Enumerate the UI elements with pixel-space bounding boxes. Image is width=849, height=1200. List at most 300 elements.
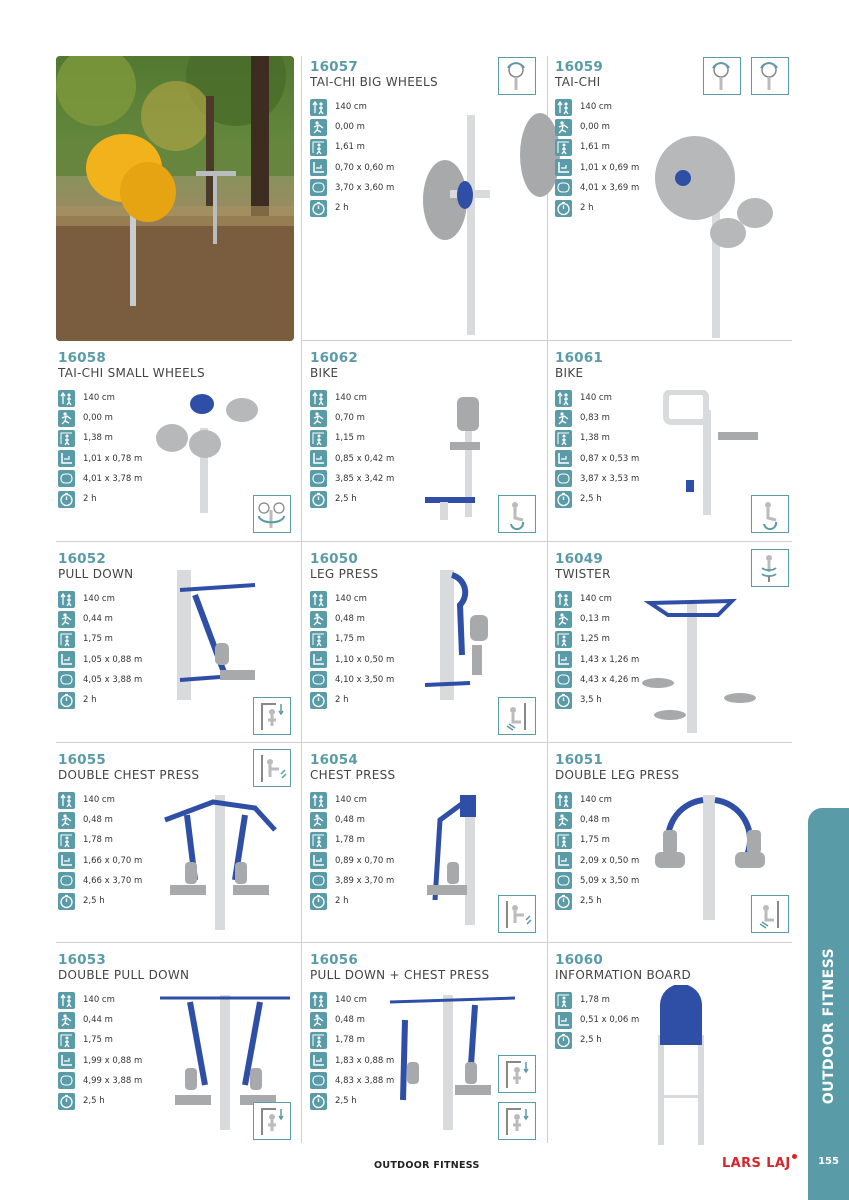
spec-value: 140 cm — [83, 393, 115, 404]
spec-value: 140 cm — [83, 795, 115, 806]
section-title: OUTDOOR FITNESS — [820, 947, 837, 1105]
footprint-icon — [555, 159, 572, 176]
spec-value: 4,10 x 3,50 m — [335, 674, 395, 685]
footprint-icon — [555, 1012, 572, 1029]
spec-value: 0,48 m — [580, 815, 610, 826]
spec-row — [310, 589, 394, 609]
spec-value: 0,44 m — [83, 1015, 113, 1026]
pull-down-icon — [498, 1055, 536, 1093]
product-name: DOUBLE CHEST PRESS — [58, 768, 200, 782]
spec-value: 1,01 x 0,69 m — [580, 162, 640, 173]
user-height-icon — [310, 1032, 327, 1049]
spec-value: 140 cm — [83, 995, 115, 1006]
spec-value: 0,48 m — [335, 614, 365, 625]
height-icon — [58, 390, 75, 407]
spec-row — [310, 891, 394, 911]
product-code: 16051 — [555, 752, 603, 768]
product-name: CHEST PRESS — [310, 768, 396, 782]
spec-value: 0,44 m — [83, 614, 113, 625]
spec-row — [58, 388, 142, 408]
product-code: 16049 — [555, 551, 603, 567]
safety-zone-icon — [58, 872, 75, 889]
brand-logo — [722, 1156, 791, 1171]
spec-row — [310, 1091, 394, 1111]
spec-row — [310, 830, 394, 850]
chest-press-icon — [253, 749, 291, 787]
height-icon — [310, 591, 327, 608]
fall-height-icon — [58, 410, 75, 427]
tai-chi-wheel-icon — [751, 57, 789, 95]
height-icon — [58, 992, 75, 1009]
product-name: TAI-CHI SMALL WHEELS — [58, 366, 205, 380]
install-time-icon — [310, 692, 327, 709]
spec-value: 2,5 h — [580, 896, 602, 907]
spec-value: 2 h — [335, 695, 349, 706]
product-name: DOUBLE LEG PRESS — [555, 768, 680, 782]
install-time-icon — [310, 1093, 327, 1110]
spec-row — [310, 158, 394, 178]
install-time-icon — [310, 200, 327, 217]
spec-row — [555, 851, 639, 871]
spec-value: 4,05 x 3,88 m — [83, 674, 143, 685]
height-icon — [555, 390, 572, 407]
product-code: 16055 — [58, 752, 106, 768]
footprint-icon — [58, 651, 75, 668]
fall-height-icon — [58, 1012, 75, 1029]
height-icon — [310, 390, 327, 407]
spec-row — [310, 871, 394, 891]
spec-value: 140 cm — [83, 594, 115, 605]
spec-value: 1,78 m — [335, 835, 365, 846]
bike-exercise-icon — [751, 495, 789, 533]
spec-value: 0,48 m — [335, 1015, 365, 1026]
user-height-icon — [310, 832, 327, 849]
spec-row — [310, 97, 394, 117]
spec-list — [310, 388, 394, 509]
spec-row — [310, 790, 394, 810]
product-illustration — [155, 565, 275, 709]
spec-row — [58, 790, 142, 810]
spec-value: 140 cm — [335, 795, 367, 806]
spec-row — [555, 670, 639, 690]
spec-row — [555, 609, 639, 629]
safety-zone-icon — [555, 470, 572, 487]
spec-row — [310, 1051, 394, 1071]
tai-chi-wheel-icon — [498, 57, 536, 95]
safety-zone-icon — [58, 470, 75, 487]
spec-value: 140 cm — [335, 393, 367, 404]
spec-row — [555, 489, 639, 509]
spec-row — [58, 408, 142, 428]
spec-row — [58, 670, 142, 690]
spec-row — [555, 1030, 639, 1050]
spec-row — [58, 589, 142, 609]
spec-row — [555, 178, 639, 198]
height-icon — [555, 99, 572, 116]
spec-value: 2 h — [83, 695, 97, 706]
product-code: 16061 — [555, 350, 603, 366]
spec-value: 0,70 m — [335, 413, 365, 424]
product-name: BIKE — [310, 366, 339, 380]
spec-value: 1,66 x 0,70 m — [83, 855, 143, 866]
spec-value: 140 cm — [580, 102, 612, 113]
spec-value: 2,09 x 0,50 m — [580, 855, 640, 866]
spec-value: 3,87 x 3,53 m — [580, 473, 640, 484]
spec-row — [555, 428, 639, 448]
footprint-icon — [310, 1052, 327, 1069]
spec-row — [310, 690, 394, 710]
footprint-icon — [310, 450, 327, 467]
spec-row — [58, 830, 142, 850]
safety-zone-icon — [310, 1072, 327, 1089]
spec-row — [555, 629, 639, 649]
spec-value: 0,00 m — [335, 122, 365, 133]
spec-row — [58, 1051, 142, 1071]
spec-value: 0,83 m — [580, 413, 610, 424]
footprint-icon — [310, 852, 327, 869]
spec-value: 0,00 m — [580, 122, 610, 133]
spec-value: 4,99 x 3,88 m — [83, 1075, 143, 1086]
spec-row — [555, 469, 639, 489]
install-time-icon — [555, 1032, 572, 1049]
spec-row — [555, 408, 639, 428]
product-illustration — [648, 390, 768, 524]
spec-value: 4,43 x 4,26 m — [580, 674, 640, 685]
spec-row — [555, 690, 639, 710]
spec-row — [310, 117, 394, 137]
spec-list — [555, 790, 639, 911]
safety-zone-icon — [58, 1072, 75, 1089]
spec-row — [555, 117, 639, 137]
height-icon — [555, 591, 572, 608]
product-illustration — [410, 95, 570, 349]
twister-icon — [751, 549, 789, 587]
fall-height-icon — [310, 119, 327, 136]
product-name: PULL DOWN + CHEST PRESS — [310, 968, 490, 982]
page-number: 155 — [818, 1156, 839, 1167]
footprint-icon — [58, 852, 75, 869]
spec-row — [310, 609, 394, 629]
spec-row — [555, 449, 639, 469]
spec-row — [58, 1071, 142, 1091]
spec-row — [555, 891, 639, 911]
product-name: DOUBLE PULL DOWN — [58, 968, 190, 982]
spec-row — [58, 1091, 142, 1111]
pull-down-icon — [498, 1102, 536, 1140]
spec-row — [58, 469, 142, 489]
spec-value: 4,66 x 3,70 m — [83, 875, 143, 886]
safety-zone-icon — [310, 872, 327, 889]
height-icon — [58, 591, 75, 608]
spec-value: 0,48 m — [335, 815, 365, 826]
spec-value: 1,61 m — [580, 142, 610, 153]
spec-list — [555, 589, 639, 710]
footprint-icon — [58, 1052, 75, 1069]
spec-row — [58, 428, 142, 448]
install-time-icon — [555, 893, 572, 910]
product-illustration — [410, 565, 530, 709]
spec-row — [310, 1010, 394, 1030]
spec-value: 2,5 h — [580, 1035, 602, 1046]
user-height-icon — [310, 631, 327, 648]
spec-value: 1,75 m — [83, 634, 113, 645]
spec-value: 1,75 m — [335, 634, 365, 645]
spec-row — [310, 449, 394, 469]
spec-row — [310, 670, 394, 690]
spec-row — [310, 388, 394, 408]
spec-row — [555, 198, 639, 218]
fall-height-icon — [58, 611, 75, 628]
tai-chi-small-icon — [253, 495, 291, 533]
spec-value: 4,01 x 3,78 m — [83, 473, 143, 484]
install-time-icon — [58, 491, 75, 508]
height-icon — [310, 992, 327, 1009]
user-height-icon — [555, 832, 572, 849]
footprint-icon — [555, 651, 572, 668]
product-illustration — [150, 388, 270, 522]
fall-height-icon — [310, 1012, 327, 1029]
spec-value: 140 cm — [335, 995, 367, 1006]
pull-down-icon — [253, 1102, 291, 1140]
spec-value: 2,5 h — [83, 1096, 105, 1107]
height-icon — [310, 792, 327, 809]
fall-height-icon — [555, 611, 572, 628]
safety-zone-icon — [555, 671, 572, 688]
user-height-icon — [555, 430, 572, 447]
spec-list — [310, 990, 394, 1111]
spec-row — [555, 871, 639, 891]
spec-value: 1,75 m — [83, 1035, 113, 1046]
spec-row — [58, 810, 142, 830]
product-name: LEG PRESS — [310, 567, 379, 581]
spec-row — [555, 830, 639, 850]
spec-value: 4,01 x 3,69 m — [580, 182, 640, 193]
user-height-icon — [58, 430, 75, 447]
spec-value: 3,85 x 3,42 m — [335, 473, 395, 484]
tai-chi-wheel-icon — [703, 57, 741, 95]
spec-row — [555, 158, 639, 178]
user-height-icon — [58, 1032, 75, 1049]
product-name: PULL DOWN — [58, 567, 134, 581]
spec-value: 2,5 h — [580, 494, 602, 505]
safety-zone-icon — [310, 671, 327, 688]
spec-list — [555, 97, 639, 218]
spec-value: 0,85 x 0,42 m — [335, 453, 395, 464]
user-height-icon — [58, 631, 75, 648]
user-height-icon — [555, 992, 572, 1009]
spec-row — [310, 198, 394, 218]
install-time-icon — [58, 692, 75, 709]
spec-row — [58, 891, 142, 911]
spec-row — [310, 1071, 394, 1091]
grid-divider — [301, 56, 302, 1143]
safety-zone-icon — [555, 179, 572, 196]
product-code: 16062 — [310, 350, 358, 366]
spec-row — [58, 1010, 142, 1030]
spec-value: 3,5 h — [580, 695, 602, 706]
height-icon — [310, 99, 327, 116]
safety-zone-icon — [310, 179, 327, 196]
product-illustration — [650, 985, 720, 1149]
spec-list — [310, 589, 394, 710]
spec-value: 140 cm — [580, 393, 612, 404]
footprint-icon — [555, 450, 572, 467]
spec-value: 1,05 x 0,88 m — [83, 654, 143, 665]
spec-row — [310, 178, 394, 198]
footer-section-label: OUTDOOR FITNESS — [374, 1160, 480, 1171]
spec-list — [555, 388, 639, 509]
spec-value: 0,87 x 0,53 m — [580, 453, 640, 464]
safety-zone-icon — [58, 671, 75, 688]
spec-row — [310, 408, 394, 428]
spec-value: 1,01 x 0,78 m — [83, 453, 143, 464]
spec-value: 0,13 m — [580, 614, 610, 625]
install-time-icon — [310, 491, 327, 508]
product-code: 16056 — [310, 952, 358, 968]
spec-value: 1,61 m — [335, 142, 365, 153]
fall-height-icon — [58, 812, 75, 829]
spec-value: 1,38 m — [580, 433, 610, 444]
product-illustration — [640, 108, 800, 362]
spec-row — [310, 990, 394, 1010]
spec-value: 0,00 m — [83, 413, 113, 424]
spec-row — [58, 650, 142, 670]
install-time-icon — [58, 1093, 75, 1110]
spec-row — [58, 1030, 142, 1050]
install-time-icon — [555, 692, 572, 709]
install-time-icon — [310, 893, 327, 910]
spec-value: 2 h — [335, 203, 349, 214]
spec-row — [310, 810, 394, 830]
user-height-icon — [58, 832, 75, 849]
spec-row — [555, 1010, 639, 1030]
spec-row — [310, 650, 394, 670]
spec-row — [310, 428, 394, 448]
product-code: 16050 — [310, 551, 358, 567]
spec-value: 0,89 x 0,70 m — [335, 855, 395, 866]
spec-row — [58, 449, 142, 469]
spec-value: 1,25 m — [580, 634, 610, 645]
spec-row — [58, 851, 142, 871]
footprint-icon — [310, 159, 327, 176]
height-icon — [58, 792, 75, 809]
product-code: 16059 — [555, 59, 603, 75]
leg-press-icon — [751, 895, 789, 933]
leg-press-icon — [498, 697, 536, 735]
spec-row — [555, 388, 639, 408]
product-code: 16060 — [555, 952, 603, 968]
fall-height-icon — [310, 410, 327, 427]
spec-list — [555, 990, 639, 1051]
height-icon — [555, 792, 572, 809]
footprint-icon — [310, 651, 327, 668]
spec-value: 0,48 m — [83, 815, 113, 826]
fall-height-icon — [310, 611, 327, 628]
chest-press-icon — [498, 895, 536, 933]
product-code: 16058 — [58, 350, 106, 366]
spec-value: 1,43 x 1,26 m — [580, 654, 640, 665]
product-code: 16057 — [310, 59, 358, 75]
spec-value: 0,51 x 0,06 m — [580, 1015, 640, 1026]
fall-height-icon — [555, 119, 572, 136]
spec-row — [310, 137, 394, 157]
install-time-icon — [555, 491, 572, 508]
spec-row — [555, 810, 639, 830]
spec-list — [58, 990, 142, 1111]
spec-value: 2 h — [335, 896, 349, 907]
spec-value: 140 cm — [335, 102, 367, 113]
product-name: BIKE — [555, 366, 584, 380]
spec-row — [58, 609, 142, 629]
user-height-icon — [310, 430, 327, 447]
product-code: 16052 — [58, 551, 106, 567]
spec-value: 1,83 x 0,88 m — [335, 1055, 395, 1066]
product-photo — [56, 56, 294, 341]
spec-value: 1,78 m — [83, 835, 113, 846]
spec-value: 3,70 x 3,60 m — [335, 182, 395, 193]
product-illustration — [145, 790, 295, 934]
spec-row — [555, 137, 639, 157]
footprint-icon — [58, 450, 75, 467]
install-time-icon — [555, 200, 572, 217]
spec-value: 0,70 x 0,60 m — [335, 162, 395, 173]
spec-list — [310, 790, 394, 911]
spec-value: 1,38 m — [83, 433, 113, 444]
product-code: 16054 — [310, 752, 358, 768]
spec-value: 2,5 h — [335, 494, 357, 505]
spec-row — [58, 629, 142, 649]
fall-height-icon — [555, 410, 572, 427]
spec-row — [310, 489, 394, 509]
spec-list — [58, 388, 142, 509]
safety-zone-icon — [555, 872, 572, 889]
spec-value: 1,99 x 0,88 m — [83, 1055, 143, 1066]
safety-zone-icon — [310, 470, 327, 487]
spec-row — [555, 790, 639, 810]
spec-value: 2,5 h — [335, 1096, 357, 1107]
spec-value: 1,75 m — [580, 835, 610, 846]
spec-value: 2 h — [83, 494, 97, 505]
spec-value: 1,15 m — [335, 433, 365, 444]
spec-value: 4,83 x 3,88 m — [335, 1075, 395, 1086]
spec-row — [58, 871, 142, 891]
product-name: INFORMATION BOARD — [555, 968, 692, 982]
spec-row — [555, 650, 639, 670]
spec-row — [555, 97, 639, 117]
fall-height-icon — [555, 812, 572, 829]
product-name: TWISTER — [555, 567, 611, 581]
spec-value: 1,78 m — [580, 995, 610, 1006]
section-side-tab — [808, 808, 849, 1200]
spec-row — [310, 469, 394, 489]
spec-value: 5,09 x 3,50 m — [580, 875, 640, 886]
spec-value: 1,10 x 0,50 m — [335, 654, 395, 665]
spec-value: 3,89 x 3,70 m — [335, 875, 395, 886]
spec-value: 140 cm — [580, 594, 612, 605]
install-time-icon — [58, 893, 75, 910]
spec-value: 1,78 m — [335, 1035, 365, 1046]
spec-row — [555, 990, 639, 1010]
brand-name: LARS LAJ — [722, 1156, 791, 1171]
spec-row — [58, 489, 142, 509]
spec-list — [58, 589, 142, 710]
user-height-icon — [555, 631, 572, 648]
spec-value: 2 h — [580, 203, 594, 214]
fall-height-icon — [310, 812, 327, 829]
spec-list — [58, 790, 142, 911]
spec-value: 140 cm — [335, 594, 367, 605]
pull-down-icon — [253, 697, 291, 735]
